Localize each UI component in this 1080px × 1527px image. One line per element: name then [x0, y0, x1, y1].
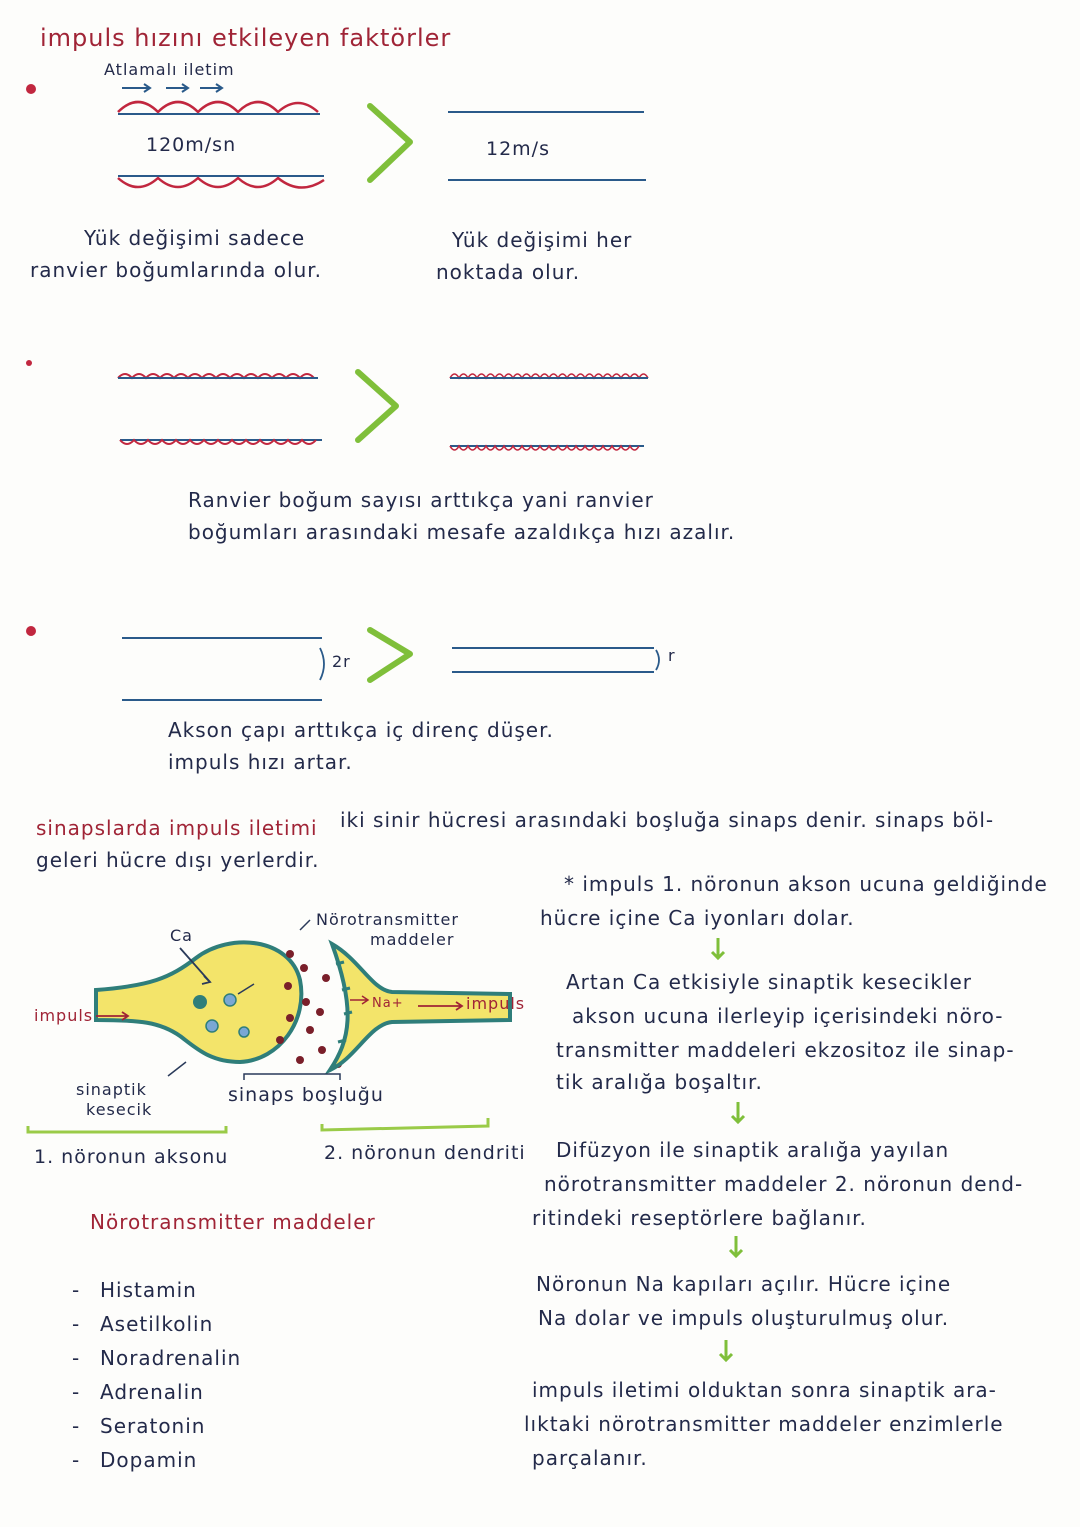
step-3: nörotransmitter maddeler 2. nöronun dend- — [544, 1172, 1024, 1196]
vesicle-label: kesecik — [86, 1100, 153, 1119]
node-count-note: boğumları arasındaki mesafe azaldıkça hızı azalır. — [188, 520, 736, 544]
step-2: akson ucuna ilerleyip içerisindeki nöro- — [572, 1004, 1004, 1028]
diameter-note: impuls hızı artar. — [168, 750, 353, 774]
right-note: noktada olur. — [436, 260, 581, 284]
subtitle: Atlamalı iletim — [104, 60, 235, 79]
impulse-out-label: impuls — [466, 994, 526, 1013]
list-bullet-dash: - — [72, 1346, 81, 1370]
list-bullet-dash: - — [72, 1448, 81, 1472]
step-5: parçalanır. — [532, 1446, 648, 1470]
gap-label: sinaps boşluğu — [228, 1084, 384, 1106]
nt-list-item: Histamin — [100, 1278, 197, 1302]
step-3: ritindeki reseptörlere bağlanır. — [532, 1206, 867, 1230]
left-note: ranvier boğumlarında olur. — [30, 258, 323, 282]
synapse-title: sinapslarda impuls iletimi — [36, 816, 318, 840]
right-speed-label: 12m/s — [486, 138, 550, 160]
vesicle-label: sinaptik — [76, 1080, 147, 1099]
step-1: * impuls 1. nöronun akson ucuna geldiğinde — [564, 872, 1048, 896]
step-1: hücre içine Ca iyonları dolar. — [540, 906, 855, 930]
ca-label: Ca — [170, 926, 193, 945]
arrow-down-icon — [726, 1234, 746, 1260]
arrow-down-icon — [716, 1338, 736, 1364]
nt-list-item: Asetilkolin — [100, 1312, 214, 1336]
left-note: Yük değişimi sadece — [84, 226, 306, 250]
nt-label: Nörotransmitter — [316, 910, 459, 929]
nt-list-item: Noradrenalin — [100, 1346, 242, 1370]
step-5: impuls iletimi olduktan sonra sinaptik ara- — [532, 1378, 997, 1402]
axon-label: 1. nöronun aksonu — [34, 1146, 229, 1168]
synapse-intro: iki sinir hücresi arasındaki boşluğa sinaps denir. sinaps böl- — [340, 808, 995, 832]
left-speed-label: 120m/sn — [146, 134, 237, 156]
arrow-down-icon — [728, 1100, 748, 1126]
right-note: Yük değişimi her — [452, 228, 633, 252]
dendrite-label: 2. nöronun dendriti — [324, 1142, 526, 1164]
list-bullet-dash: - — [72, 1380, 81, 1404]
nt-label: maddeler — [370, 930, 455, 949]
diameter-2r-label: 2r — [332, 652, 351, 671]
impulse-in-label: impuls — [34, 1006, 94, 1025]
nt-list-item: Seratonin — [100, 1414, 206, 1438]
nt-list-title: Nörotransmitter maddeler — [90, 1210, 376, 1234]
arrow-down-icon — [708, 936, 728, 962]
step-2: transmitter maddeleri ekzositoz ile sinap- — [556, 1038, 1015, 1062]
step-2: tik aralığa boşaltır. — [556, 1070, 763, 1094]
diameter-note: Akson çapı arttıkça iç direnç düşer. — [168, 718, 554, 742]
diameter-r-label: r — [668, 646, 676, 665]
na-label: Na+ — [372, 996, 404, 1011]
list-bullet-dash: - — [72, 1414, 81, 1438]
synapse-intro: geleri hücre dışı yerlerdir. — [36, 848, 320, 872]
page-title: impuls hızını etkileyen faktörler — [40, 24, 452, 52]
node-count-note: Ranvier boğum sayısı arttıkça yani ranvier — [188, 488, 654, 512]
step-5: lıktaki nörotransmitter maddeler enzimlerle — [524, 1412, 1004, 1436]
list-bullet-dash: - — [72, 1278, 81, 1302]
nt-list-item: Dopamin — [100, 1448, 198, 1472]
step-3: Difüzyon ile sinaptik aralığa yayılan — [556, 1138, 950, 1162]
step-2: Artan Ca etkisiyle sinaptik kesecikler — [566, 970, 972, 994]
list-bullet-dash: - — [72, 1312, 81, 1336]
nt-list-item: Adrenalin — [100, 1380, 204, 1404]
step-4: Nöronun Na kapıları açılır. Hücre içine — [536, 1272, 952, 1296]
step-4: Na dolar ve impuls oluşturulmuş olur. — [538, 1306, 950, 1330]
